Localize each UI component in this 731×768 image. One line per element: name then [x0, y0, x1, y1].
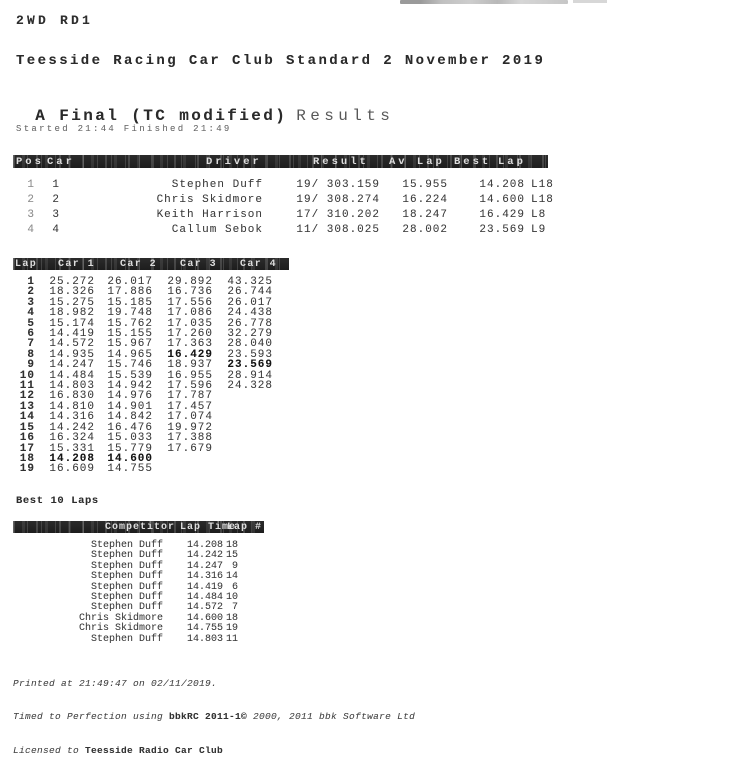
- results-header-result: Result: [313, 156, 369, 168]
- pos-cell: 3: [27, 208, 35, 221]
- car3-cell: 17.679: [167, 442, 213, 455]
- laptime-cell: 14.803: [186, 633, 223, 645]
- pos-cell: 1: [27, 178, 35, 191]
- result-cell: 19/ 308.274: [296, 193, 380, 206]
- pos-cell: 2: [27, 193, 35, 206]
- page-title: Teesside Racing Car Club Standard 2 November 2019: [16, 53, 546, 69]
- results-header-avlap: Av Lap: [389, 156, 445, 168]
- laptime-cell: 14.419: [186, 581, 223, 593]
- besttime-cell: 16.429: [479, 208, 525, 221]
- car3-cell: 16.955: [167, 369, 213, 382]
- car1-cell: 16.324: [49, 432, 95, 445]
- lapno-cell: 14: [225, 571, 238, 583]
- laps-header-car4: Car 4: [240, 259, 278, 270]
- car4-cell: 32.279: [227, 328, 273, 341]
- laptime-cell: 14.247: [186, 560, 223, 572]
- car3-cell: [153, 464, 213, 474]
- session-times: Started 21:44 Finished 21:49: [16, 124, 232, 134]
- car-cell: 3: [52, 208, 60, 221]
- competitor-cell: Stephen Duff: [90, 560, 163, 572]
- competitor-cell: Chris Skidmore: [78, 623, 163, 635]
- lap-cell: 4: [27, 307, 35, 320]
- scan-artifact-smudge: [573, 0, 607, 3]
- car4-cell: [213, 402, 273, 412]
- competitor-cell: Stephen Duff: [90, 602, 163, 614]
- laps-header-bar: [13, 258, 289, 270]
- lap-cell: 12: [19, 390, 35, 403]
- car2-cell: 15.155: [107, 328, 153, 341]
- laps-header-lap: Lap: [15, 259, 38, 270]
- car2-cell: 14.965: [107, 348, 153, 361]
- licensed-line: [13, 745, 415, 756]
- car3-cell: 17.260: [167, 328, 213, 341]
- car2-cell: 15.539: [107, 369, 153, 382]
- print-footer: [13, 655, 415, 768]
- avlap-cell: 15.955: [402, 178, 448, 191]
- lap-cell: 17: [19, 442, 35, 455]
- result-row: [13, 192, 560, 207]
- final-heading-bold: A Final (TC modified): [35, 107, 288, 125]
- driver-cell: Stephen Duff: [171, 178, 263, 191]
- car3-cell: 17.074: [167, 411, 213, 424]
- car2-cell: 14.755: [107, 463, 153, 476]
- car1-cell: 14.810: [49, 400, 95, 413]
- car3-cell: 18.937: [167, 359, 213, 372]
- car4-cell: 26.778: [227, 317, 273, 330]
- car1-cell: 14.484: [49, 369, 95, 382]
- avlap-cell: 28.002: [402, 223, 448, 236]
- laps-header-car1: Car 1: [58, 259, 96, 270]
- car1-cell: 14.419: [49, 328, 95, 341]
- car3-cell: 17.596: [167, 380, 213, 393]
- lapno-cell: 15: [225, 550, 238, 562]
- lap-times-table: [13, 277, 273, 475]
- car2-cell: 26.017: [107, 276, 153, 288]
- competitor-cell: Stephen Duff: [90, 550, 163, 562]
- car1-cell: 16.609: [49, 463, 95, 476]
- lap-row: [13, 433, 273, 443]
- car4-cell: [213, 454, 273, 464]
- competitor-cell: Stephen Duff: [90, 592, 163, 604]
- results-header-pos: Pos: [16, 156, 44, 168]
- car3-cell: 17.556: [167, 296, 213, 309]
- results-header-driver: Driver: [206, 156, 262, 168]
- scan-artifact-bar: [400, 0, 568, 4]
- car2-cell: 19.748: [107, 307, 153, 320]
- result-cell: 11/ 308.025: [296, 223, 380, 236]
- lapno-cell: 9: [231, 560, 238, 572]
- car4-cell: 24.328: [227, 380, 273, 393]
- final-heading: [16, 89, 394, 125]
- final-heading-results: Results: [296, 107, 395, 125]
- car3-cell: 29.892: [167, 276, 213, 288]
- laptime-cell: 14.208: [186, 540, 223, 551]
- car2-cell: 15.762: [107, 317, 153, 330]
- car-cell: 2: [52, 193, 60, 206]
- car3-cell: 17.388: [167, 432, 213, 445]
- laptime-cell: 14.242: [186, 550, 223, 562]
- competitor-cell: Stephen Duff: [90, 571, 163, 583]
- car4-cell: [213, 433, 273, 443]
- competitor-cell: Stephen Duff: [90, 540, 163, 551]
- lapno-cell: 18: [225, 540, 238, 551]
- lap-cell: 3: [27, 296, 35, 309]
- lapno-cell: 19: [225, 623, 238, 635]
- car2-cell: 17.886: [107, 286, 153, 299]
- car4-cell: [213, 464, 273, 474]
- car3-cell: 17.457: [167, 400, 213, 413]
- car4-cell: 26.017: [227, 296, 273, 309]
- best-laps-header-bar: [13, 521, 264, 533]
- besttime-cell: 14.208: [479, 178, 525, 191]
- timed-suffix: 2000, 2011 bbk Software Ltd: [247, 711, 416, 723]
- car2-cell: 14.942: [107, 380, 153, 393]
- car1-cell: 25.272: [49, 276, 95, 288]
- car1-cell: 15.275: [49, 296, 95, 309]
- results-header-best: Best: [454, 156, 492, 168]
- round-label: 2WD RD1: [16, 13, 94, 28]
- car3-cell: 17.363: [167, 338, 213, 351]
- avlap-cell: 16.224: [402, 193, 448, 206]
- car1-cell: 14.803: [49, 380, 95, 393]
- car2-cell: 14.842: [107, 411, 153, 424]
- car-cell: 1: [52, 178, 60, 191]
- lap-cell: 10: [19, 369, 35, 382]
- lap-cell: 1: [27, 276, 35, 288]
- car4-cell: 26.744: [227, 286, 273, 299]
- results-table: [13, 177, 560, 237]
- lap-cell: 15: [19, 421, 35, 434]
- result-row: [13, 222, 560, 237]
- driver-cell: Chris Skidmore: [156, 193, 263, 206]
- lapno-cell: 7: [231, 602, 238, 614]
- car1-cell: 14.247: [49, 359, 95, 372]
- car3-cell: [153, 454, 213, 464]
- car1-cell: 15.331: [49, 442, 95, 455]
- car3-cell: 19.972: [167, 421, 213, 434]
- besttime-cell: 14.600: [479, 193, 525, 206]
- lapno-cell: 11: [225, 633, 238, 645]
- licensed-club: Teesside Radio Car Club: [85, 745, 224, 757]
- car4-cell: 43.325: [227, 276, 273, 288]
- car4-cell: 28.040: [227, 338, 273, 351]
- laptime-cell: 14.316: [186, 571, 223, 583]
- licensed-prefix: Licensed to: [13, 745, 86, 757]
- lap-cell: 8: [27, 348, 35, 361]
- car1-cell: 14.242: [49, 421, 95, 434]
- car1-cell: 18.982: [49, 307, 95, 320]
- result-row: [13, 177, 560, 192]
- lap-cell: 18: [19, 452, 35, 465]
- laptime-cell: 14.600: [186, 612, 223, 624]
- competitor-cell: Stephen Duff: [90, 581, 163, 593]
- car2-cell: 15.746: [107, 359, 153, 372]
- competitor-cell: Chris Skidmore: [78, 612, 163, 624]
- car-cell: 4: [52, 223, 60, 236]
- driver-cell: Callum Sebok: [171, 223, 263, 236]
- lap-cell: 13: [19, 400, 35, 413]
- lapno-cell: 6: [231, 581, 238, 593]
- car3-cell: 16.736: [167, 286, 213, 299]
- pos-cell: 4: [27, 223, 35, 236]
- laptime-cell: 14.572: [186, 602, 223, 614]
- car3-cell-best: 16.429: [167, 348, 213, 361]
- car3-cell: 17.787: [167, 390, 213, 403]
- results-header-car: Car: [47, 156, 75, 168]
- lapno-cell: 10: [225, 592, 238, 604]
- car1-cell: 14.935: [49, 348, 95, 361]
- lap-cell: 11: [19, 380, 35, 393]
- car4-cell: [213, 423, 273, 433]
- car4-cell: [213, 444, 273, 454]
- car3-cell: 17.035: [167, 317, 213, 330]
- best-header-competitor: Competitor: [105, 522, 176, 533]
- laps-header-car3: Car 3: [180, 259, 218, 270]
- car4-cell: [213, 391, 273, 401]
- best-header-laptime: Lap Time: [180, 522, 237, 533]
- car2-cell: 15.967: [107, 338, 153, 351]
- car1-cell-best: 14.208: [49, 452, 95, 465]
- best-laps-title: Best 10 Laps: [16, 495, 99, 507]
- best-header-lapno: Lap #: [227, 522, 263, 533]
- lap-cell: 5: [27, 317, 35, 330]
- bestlapno-cell: L9: [531, 223, 547, 236]
- driver-cell: Keith Harrison: [156, 208, 263, 221]
- laps-header-car2: Car 2: [120, 259, 158, 270]
- lap-cell: 9: [27, 359, 35, 372]
- result-cell: 17/ 310.202: [296, 208, 380, 221]
- avlap-cell: 18.247: [402, 208, 448, 221]
- software-name: bbkRC 2011-1©: [169, 711, 248, 723]
- laptime-cell: 14.484: [186, 592, 223, 604]
- bestlapno-cell: L18: [531, 193, 554, 206]
- software-line: [13, 711, 415, 722]
- result-cell: 19/ 303.159: [296, 178, 380, 191]
- lap-cell: 19: [19, 463, 35, 476]
- car2-cell: 15.779: [107, 442, 153, 455]
- laptime-cell: 14.755: [186, 623, 223, 635]
- result-row: [13, 207, 560, 222]
- car4-cell-best: 23.569: [227, 359, 273, 372]
- timed-prefix: Timed to Perfection using: [13, 711, 170, 723]
- lap-cell: 6: [27, 328, 35, 341]
- car2-cell: 15.033: [107, 432, 153, 445]
- car2-cell: 14.901: [107, 400, 153, 413]
- car2-cell-best: 14.600: [107, 452, 153, 465]
- car2-cell: 14.976: [107, 390, 153, 403]
- lap-row: [13, 464, 273, 474]
- car1-cell: 14.572: [49, 338, 95, 351]
- bestlapno-cell: L18: [531, 178, 554, 191]
- lap-cell: 7: [27, 338, 35, 351]
- car2-cell: 15.185: [107, 296, 153, 309]
- best-laps-table: [13, 541, 245, 645]
- lap-cell: 16: [19, 432, 35, 445]
- results-header-bar: [13, 155, 548, 168]
- lapno-cell: 18: [225, 612, 238, 624]
- car4-cell: 23.593: [227, 348, 273, 361]
- results-header-lap: Lap: [498, 156, 526, 168]
- car2-cell: 16.476: [107, 421, 153, 434]
- car3-cell: 17.086: [167, 307, 213, 320]
- printed-at-line: Printed at 21:49:47 on 02/11/2019.: [13, 677, 218, 689]
- competitor-cell: Stephen Duff: [90, 633, 163, 645]
- car4-cell: [213, 412, 273, 422]
- besttime-cell: 23.569: [479, 223, 525, 236]
- car1-cell: 18.326: [49, 286, 95, 299]
- bestlapno-cell: L8: [531, 208, 547, 221]
- lap-cell: 14: [19, 411, 35, 424]
- car1-cell: 15.174: [49, 317, 95, 330]
- best-lap-row: [13, 635, 245, 645]
- car4-cell: 28.914: [227, 369, 273, 382]
- lap-cell: 2: [27, 286, 35, 299]
- car1-cell: 14.316: [49, 411, 95, 424]
- car4-cell: 24.438: [227, 307, 273, 320]
- car1-cell: 16.830: [49, 390, 95, 403]
